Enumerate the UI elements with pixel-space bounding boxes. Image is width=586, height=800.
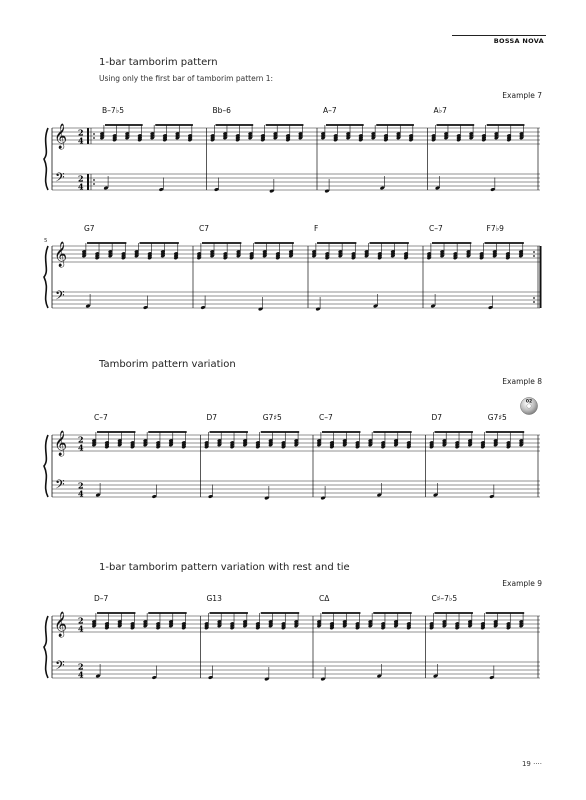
time-sig-num: 2 — [78, 173, 84, 184]
chord-symbol: G13 — [206, 594, 222, 603]
chord-symbol: C–7 — [319, 413, 333, 422]
repeat-dot — [533, 301, 535, 303]
bass-clef-icon: 𝄢 — [55, 170, 65, 188]
chord-symbol: C–7 — [429, 224, 443, 233]
time-sig-den: 4 — [78, 181, 84, 192]
chord-symbol: A♭7 — [433, 106, 447, 115]
grand-staff — [44, 411, 544, 511]
brace — [44, 128, 48, 190]
bass-clef-icon: 𝄢 — [55, 477, 65, 495]
chord-symbol: CΔ — [319, 594, 330, 603]
section-subtitle-1: Using only the first bar of tamborim pattern 1: — [99, 74, 274, 83]
repeat-dot — [93, 183, 95, 185]
bass-clef-icon: 𝄢 — [55, 658, 65, 676]
chord-symbol: C♯–7♭5 — [431, 594, 458, 603]
grand-staff — [44, 104, 544, 204]
chord-symbol: D–7 — [94, 594, 109, 603]
chord-symbol: G7♯5 — [487, 413, 507, 422]
treble-clef-icon: 𝄞 — [54, 612, 68, 637]
repeat-dot — [533, 255, 535, 257]
cd-track-label: 02 — [525, 399, 533, 405]
music-system — [44, 592, 544, 692]
chord-symbol: B–7♭5 — [102, 106, 124, 115]
running-head-label: BOSSA NOVA — [493, 37, 544, 45]
treble-clef-icon: 𝄞 — [54, 242, 68, 267]
chord-symbol: C7 — [199, 224, 210, 233]
music-system — [44, 222, 544, 322]
time-sig-num: 2 — [78, 480, 84, 491]
treble-clef-icon: 𝄞 — [54, 431, 68, 456]
brace — [44, 435, 48, 497]
brace — [44, 616, 48, 678]
example-label-9: Example 9 — [502, 579, 542, 588]
chord-symbol: G7♯5 — [262, 413, 282, 422]
example-label-7: Example 7 — [502, 91, 542, 100]
time-sig-num: 2 — [78, 661, 84, 672]
chord-symbol: F7♭9 — [486, 224, 504, 233]
repeat-dot — [93, 137, 95, 139]
section-title-2: Tamborim pattern variation — [99, 359, 236, 370]
grand-staff — [44, 592, 544, 692]
chord-symbol: G7 — [84, 224, 95, 233]
time-sig-den: 4 — [78, 488, 84, 499]
running-head — [452, 35, 546, 45]
time-sig-den: 4 — [78, 669, 84, 680]
time-sig-den: 4 — [78, 623, 84, 634]
repeat-dot — [533, 297, 535, 299]
time-sig-den: 4 — [78, 442, 84, 453]
music-system — [44, 104, 544, 204]
bass-clef-icon: 𝄢 — [55, 288, 65, 306]
repeat-dot — [93, 179, 95, 181]
section-title-3: 1-bar tamborim pattern variation with rest and tie — [99, 562, 350, 573]
time-sig-num: 2 — [78, 127, 84, 138]
example-label-8: Example 8 — [502, 377, 542, 386]
treble-clef-icon: 𝄞 — [54, 124, 68, 149]
time-sig-num: 2 — [78, 615, 84, 626]
repeat-dot — [533, 251, 535, 253]
grand-staff — [44, 222, 544, 322]
chord-symbol: A–7 — [323, 106, 337, 115]
chord-symbol: C–7 — [94, 413, 108, 422]
chord-symbol: D7 — [431, 413, 443, 422]
time-sig-num: 2 — [78, 434, 84, 445]
page-number: 19 ···· — [521, 760, 542, 768]
brace — [44, 246, 48, 308]
chord-symbol: D7 — [206, 413, 218, 422]
music-system — [44, 411, 544, 511]
chord-symbol: Bb–6 — [212, 106, 231, 115]
chord-symbol: F — [314, 224, 319, 233]
repeat-dot — [93, 133, 95, 135]
bar-number: 5 — [44, 238, 48, 244]
section-title-1: 1-bar tamborim pattern — [99, 57, 218, 68]
time-sig-den: 4 — [78, 135, 84, 146]
